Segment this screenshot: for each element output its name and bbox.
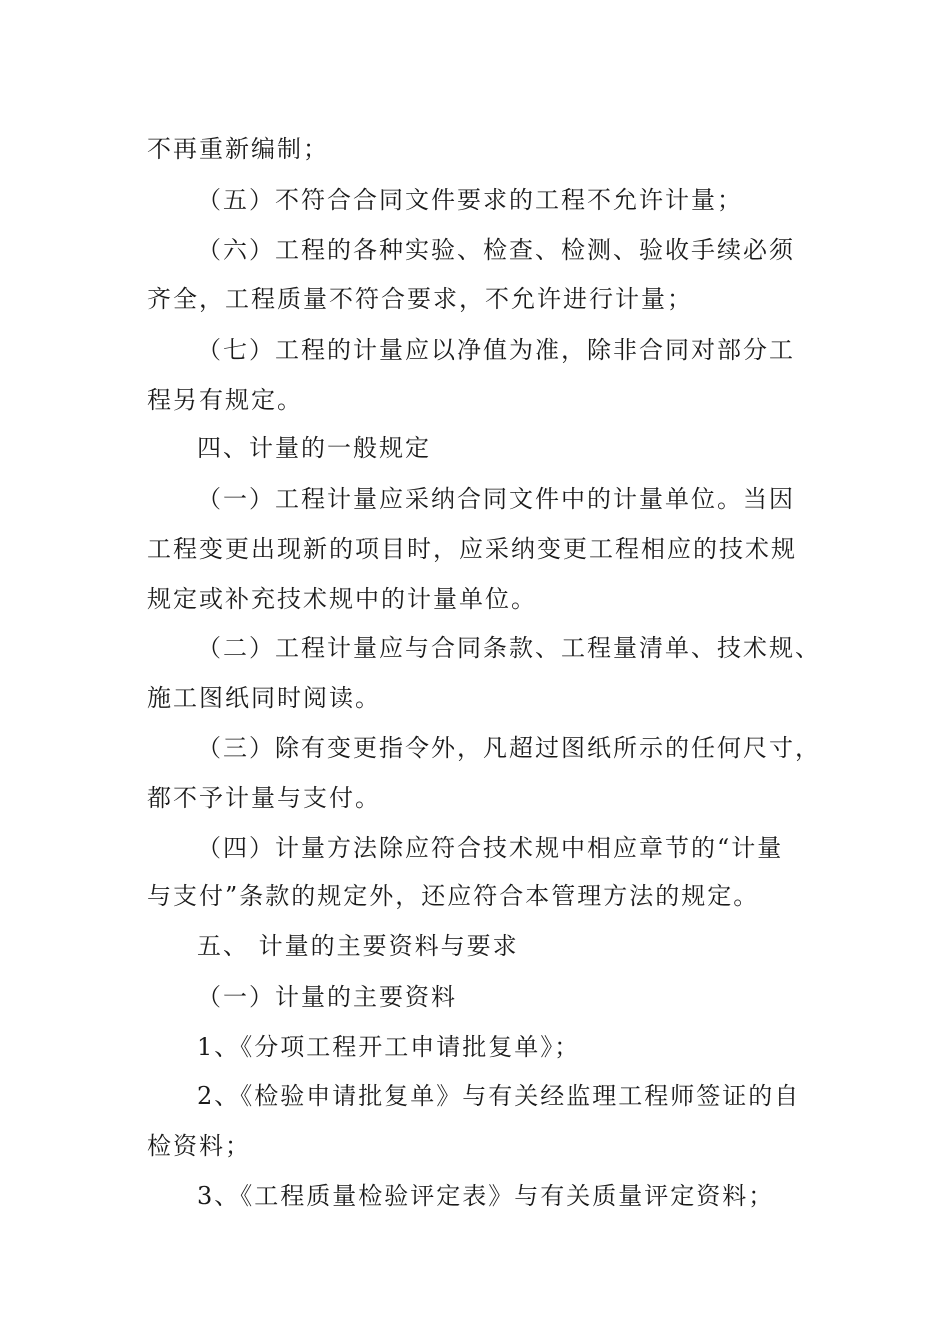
text-line: 都不予计量与支付。 [147,784,381,812]
section-heading: 四、计量的一般规定 [197,434,431,462]
text-line: 规定或补充技术规中的计量单位。 [147,585,537,613]
section-heading: 五、 计量的主要资料与要求 [197,932,519,960]
text-line: （七）工程的计量应以净值为准，除非合同对部分工 [197,336,795,364]
text-line: 程另有规定。 [147,386,303,414]
text-line: （三）除有变更指令外，凡超过图纸所示的任何尺寸， [197,734,821,762]
text-line: 与支付”条款的规定外，还应符合本管理方法的规定。 [147,882,760,910]
text-line: 检资料； [147,1132,251,1160]
text-line: （四）计量方法除应符合技术规中相应章节的“计量 [197,834,784,862]
text-line: （六）工程的各种实验、检查、检测、验收手续必须 [197,236,795,264]
text-line: （一）计量的主要资料 [197,983,457,1011]
list-item: 2、《检验申请批复单》与有关经监理工程师签证的自 [197,1082,801,1110]
list-item: 3、《工程质量检验评定表》与有关质量评定资料； [197,1182,775,1210]
text-line: 不再重新编制； [147,135,329,163]
text-line: 工程变更出现新的项目时，应采纳变更工程相应的技术规 [147,535,797,563]
list-item: 1、《分项工程开工申请批复单》； [197,1033,581,1061]
text-line: （一）工程计量应采纳合同文件中的计量单位。当因 [197,485,795,513]
text-line: （五）不符合合同文件要求的工程不允许计量； [197,186,743,214]
text-line: 施工图纸同时阅读。 [147,684,381,712]
text-line: （二）工程计量应与合同条款、工程量清单、技术规、 [197,634,821,662]
text-line: 齐全，工程质量不符合要求，不允许进行计量； [147,285,693,313]
